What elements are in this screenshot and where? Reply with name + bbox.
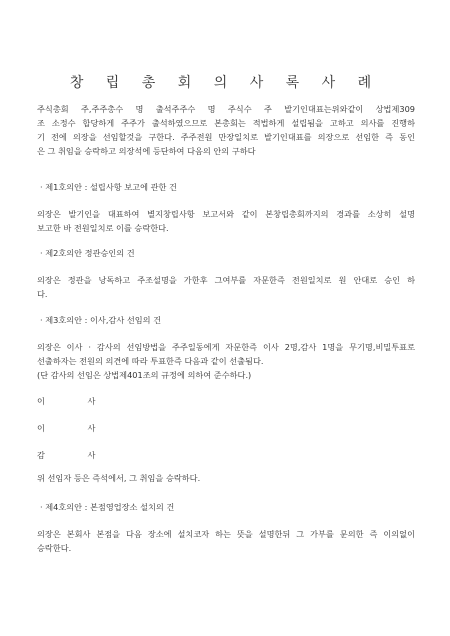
agenda-3-closing [37,471,415,485]
agenda-3-heading: · 제3호의안 : 이사,감사 선임의 건 [40,315,162,325]
agenda-3-line: (단 감사의 선임은 상법제401조의 규정에 의하여 준수하다.) [37,370,252,380]
document-title: 창 립 총 회 의 사 록 사 례 [69,75,381,91]
agenda-3-line: 의장은 이사 · 감사의 선임방법을 주주일동에게 자문한즉 이사 2명,감사 1명을 무기명,비밀투표로 [37,342,415,352]
role-director: 이 사 [37,423,116,433]
agenda-2-line: 의장은 정관을 낭독하고 주조설명을 가한후 그여부를 자문한즉 전원일치로 원 안대로 승인 하 [37,275,415,285]
role-auditor: 감 사 [37,450,116,460]
agenda-4-heading: · 제4호의안 : 본점영업장소 설치의 건 [40,502,175,512]
agenda-4-line: 승락한다. [37,543,72,553]
agenda-1-heading: · 제1호의안 : 설립사항 보고에 관한 건 [40,182,177,192]
agenda-2-body [37,273,415,301]
role-director: 이 사 [37,396,116,406]
agenda-4-line: 의장은 본회사 본점을 다음 장소에 설치코자 하는 뜻을 설명한뒤 그 가부를 문의한 즉 이의없이 [37,529,415,539]
agenda-1-line: 의장은 발기인을 대표하여 별지창립사항 보고서와 같이 본창립총회까지의 경과를 소상히 설명 [37,209,415,219]
agenda-3-line: 선출하자는 전원의 의견에 따라 투표한즉 다음과 같이 선출됨다. [37,356,264,366]
agenda-4-body [37,527,415,555]
agenda-2-heading: · 제2호의안 정관승인의 건 [40,248,135,258]
intro-line: 조 소정수 합당하게 주주가 출석하였으므로 본총회는 적법하게 설립됨을 고하고 의사를 진행하 [37,118,415,128]
intro-line: 주식총회 주,주주총수 명 출석주주수 명 주식수 주 발기인대표는위와같이 상법제309 [37,104,415,114]
agenda-1-line: 보고한 바 전원일치로 이를 승락한다. [37,223,169,233]
agenda-2-line: 다. [37,289,48,299]
agenda-1-body [37,207,415,235]
intro-line: 은 그 취임을 승락하고 의장석에 등단하여 다음의 안의 구하다 [37,146,256,156]
intro-line: 기 전에 의장을 선임할것을 구한다. 주주전원 만장일치로 발기인대표를 의장으로 선임한 즉 동인 [37,132,415,142]
agenda-3-body [37,340,415,382]
intro-paragraph [37,102,415,158]
agenda-3-closing-line: 위 선임자 등은 즉석에서, 그 취임을 승락하다. [37,473,201,483]
